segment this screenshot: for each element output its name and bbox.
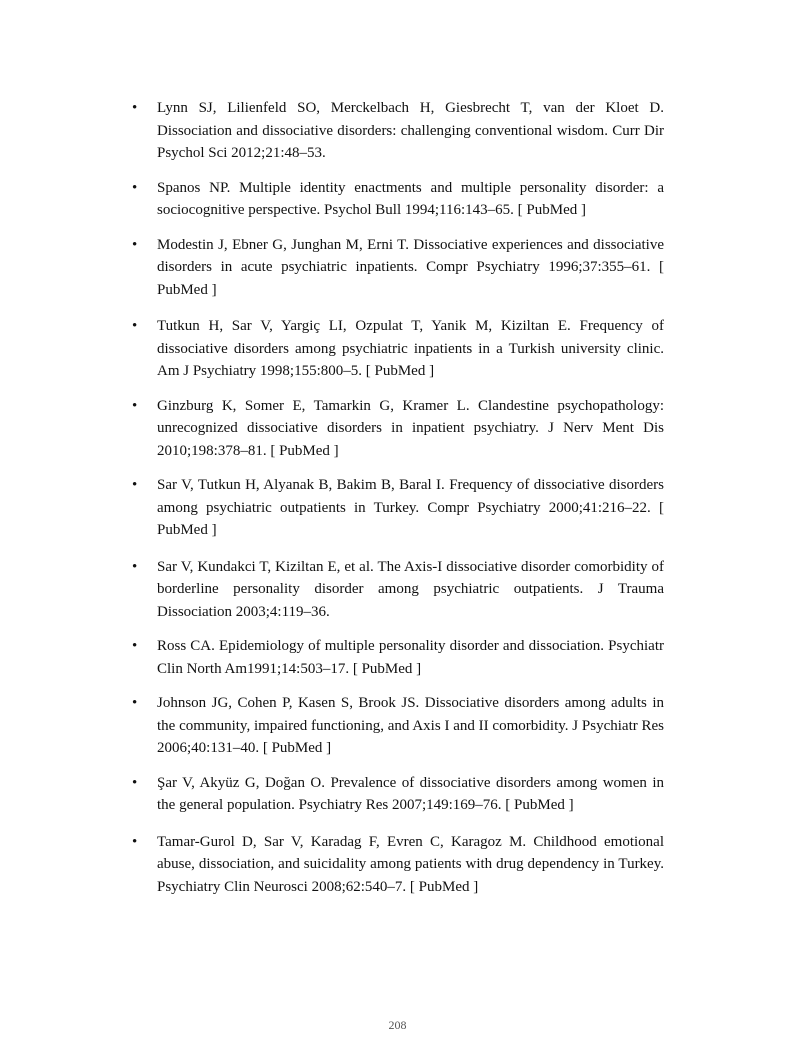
reference-text: Ross CA. Epidemiology of multiple personality disorder and dissociation. Psychiatr Clin North Am1991;14:503–17. [ PubMed ]	[157, 638, 664, 677]
reference-text: Şar V, Akyüz G, Doğan O. Prevalence of dissociative disorders among women in the general population. Psychiatry Res 2007;149:169–76. [ PubMed ]	[157, 774, 664, 813]
bullet-marker: •	[132, 638, 138, 654]
reference-text: Spanos NP. Multiple identity enactments and multiple personality disorder: a sociocognitive perspective. Psychol Bull 1994;116:143–65. [ PubMed ]	[157, 179, 664, 218]
bullet-marker: •	[132, 774, 138, 791]
bullet-marker: •	[132, 477, 138, 493]
reference-item	[132, 395, 664, 463]
reference-item	[132, 474, 664, 542]
reference-text: Sar V, Kundakci T, Kiziltan E, et al. The Axis-I dissociative disorder comorbidity of borderline personality disorder among psychiatric outpatients. J Trauma Dissociation 2003;4:119–36.	[157, 558, 664, 620]
reference-item	[132, 692, 664, 760]
page-number: 208	[388, 1018, 407, 1032]
reference-item	[132, 831, 664, 899]
reference-list	[132, 97, 664, 910]
reference-item	[132, 177, 664, 222]
bullet-marker: •	[132, 236, 138, 253]
bullet-marker: •	[132, 318, 138, 334]
reference-item	[132, 315, 664, 383]
bullet-marker: •	[132, 833, 138, 850]
reference-item	[132, 772, 664, 817]
reference-text: Johnson JG, Cohen P, Kasen S, Brook JS. Dissociative disorders among adults in the community, impaired functioning, and Axis I and II comorbidity. J Psychiatr Res 2006;40:131–40. [ PubMed ]	[157, 695, 664, 756]
reference-item	[132, 635, 664, 680]
reference-item	[132, 234, 664, 302]
bullet-marker: •	[132, 558, 138, 575]
reference-text: Tutkun H, Sar V, Yargiç LI, Ozpulat T, Yanik M, Kiziltan E. Frequency of dissociative disorders among psychiatric inpatients in a Turkish university clinic. Am J Psychiatry 1998;155:800–5. [ PubMed ]	[157, 318, 664, 379]
reference-text: Tamar-Gurol D, Sar V, Karadag F, Evren C, Karagoz M. Childhood emotional abuse, dissociation, and suicidality among patients with drug dependency in Turkey. Psychiatry Clin Neurosci 2008;62:540–7. [ PubMed ]	[157, 833, 664, 895]
bullet-marker: •	[132, 695, 138, 711]
reference-text: Modestin J, Ebner G, Junghan M, Erni T. Dissociative experiences and dissociative disorders in acute psychiatric inpatients. Compr Psychiatry 1996;37:355–61. [ PubMed ]	[157, 236, 664, 298]
bullet-marker: •	[132, 179, 138, 196]
reference-item	[132, 97, 664, 165]
reference-item	[132, 556, 664, 624]
reference-text: Lynn SJ, Lilienfeld SO, Merckelbach H, Giesbrecht T, van der Kloet D. Dissociation and dissociative disorders: challenging conventional wisdom. Curr Dir Psychol Sci 2012;21:48–53.	[157, 100, 664, 161]
bullet-marker: •	[132, 397, 138, 414]
bullet-marker: •	[132, 100, 138, 116]
reference-text: Ginzburg K, Somer E, Tamarkin G, Kramer L. Clandestine psychopathology: unrecognized dissociative disorders in inpatient psychiatry. J Nerv Ment Dis 2010;198:378–81. [ PubMed ]	[157, 397, 664, 459]
reference-text: Sar V, Tutkun H, Alyanak B, Bakim B, Baral I. Frequency of dissociative disorders among psychiatric outpatients in Turkey. Compr Psychiatry 2000;41:216–22. [ PubMed ]	[157, 477, 664, 538]
